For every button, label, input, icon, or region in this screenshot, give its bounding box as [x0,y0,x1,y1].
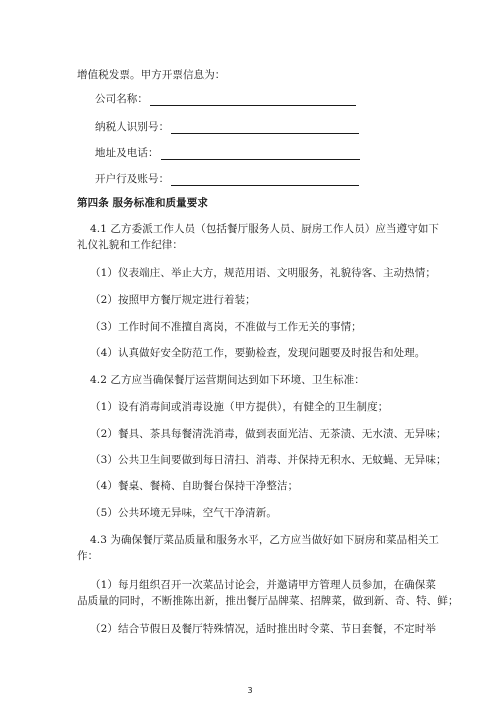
clause-4-3-line2: 作： [77,550,99,562]
clause-4-1-item: （4）认真做好安全防范工作，要勤检查，发现问题要及时报告和处理。 [90,347,426,359]
address-phone-field [95,146,460,160]
field-label: 开户行及账号： [95,173,170,185]
clause-4-2-item: （2）餐具、茶具每餐清洗消毒，做到表面光洁、无茶渍、无水渍、无异味； [90,428,447,440]
address-phone-blank [161,147,360,160]
taxpayer-id-blank [171,121,359,134]
clause-4-3-item2-line1: （2）结合节假日及餐厅特殊情况，适时推出时令菜、节日套餐，不定时举 [90,623,436,635]
intro-line: 增值税发票。甲方开票信息为： [77,69,226,81]
clause-4-2-item: （4）餐桌、餐椅、自助餐台保持干净整洁； [90,480,299,492]
clause-4-2-item: （3）公共卫生间要做到每日清扫、消毒、并保持无积水、无蚊蝇、无异味； [90,454,447,466]
clause-4-3-line1: 4.3 为确保餐厅菜品质量和服务水平，乙方应当做好如下厨房和菜品相关工 [90,534,440,546]
clause-4-3-item1-line1: （1）每月组织召开一次菜品讨论会，并邀请甲方管理人员参加，在确保菜 [90,579,436,591]
company-name-field [95,92,460,106]
bank-account-field [95,172,460,186]
field-label: 地址及电话： [95,147,159,159]
field-label: 公司名称： [95,93,148,105]
clause-4-1-item: （2）按照甲方餐厅规定进行着装； [90,294,256,306]
company-name-blank [150,93,356,106]
section-heading: 第四条 服务标准和质量要求 [77,197,208,209]
page-number: 3 [247,686,253,695]
clause-4-2-item: （5）公共环境无异味，空气干净清新。 [90,507,277,519]
clause-4-2: 4.2 乙方应当确保餐厅运营期间达到如下环境、卫生标准： [90,374,365,386]
taxpayer-id-field [95,120,460,134]
clause-4-2-item: （1）设有消毒间或消毒设施（甲方提供），有健全的卫生制度； [90,401,389,413]
clause-4-1-line2: 礼仪礼貌和工作纪律： [77,239,183,251]
clause-4-3-item1-line2: 品质量的同时，不断推陈出新，推出餐厅品牌菜、招牌菜，做到新、奇、特、鲜； [77,595,459,607]
field-label: 纳税人识别号： [95,121,170,133]
clause-4-1-item: （1）仪表端庄、举止大方，规范用语、文明服务，礼貌待客、主动热情； [90,267,436,279]
bank-account-blank [171,173,359,186]
clause-4-1-line1: 4.1 乙方委派工作人员（包括餐厅服务人员、厨房工作人员）应当遵守如下 [90,223,440,235]
clause-4-1-item: （3）工作时间不准擅自离岗，不准做与工作无关的事情； [90,321,362,333]
